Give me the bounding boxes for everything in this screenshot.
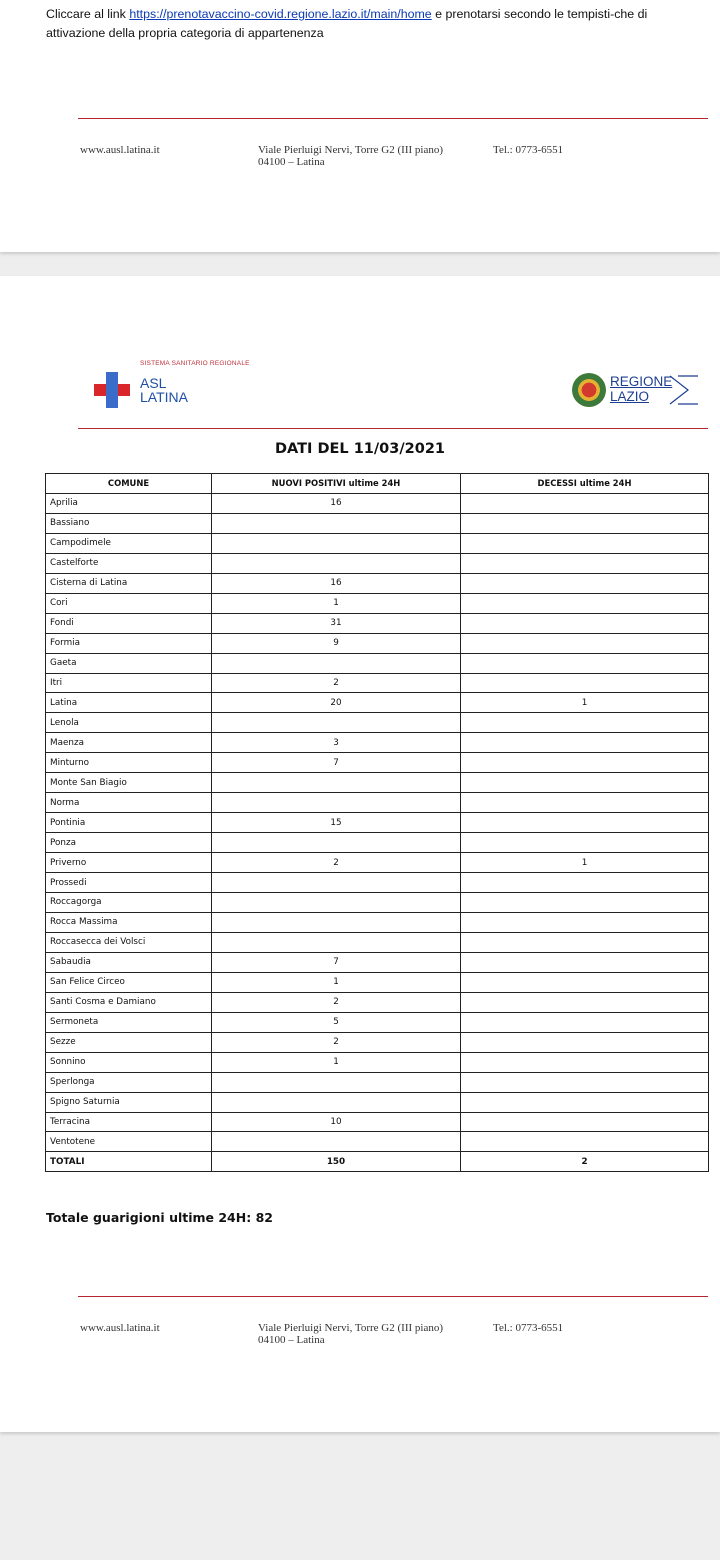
table-body (46, 493, 709, 1171)
decessi-cell (461, 813, 709, 833)
table-row (46, 932, 709, 952)
comune-cell: Sonnino (46, 1052, 212, 1072)
positivi-cell: 2 (212, 992, 461, 1012)
intro-paragraph (46, 5, 706, 43)
decessi-cell (461, 992, 709, 1012)
decessi-cell (461, 1132, 709, 1152)
decessi-cell (461, 893, 709, 913)
comune-cell: Formia (46, 633, 212, 653)
table-row (46, 972, 709, 992)
comune-cell: Aprilia (46, 493, 212, 513)
decessi-cell (461, 972, 709, 992)
comune-cell: Gaeta (46, 653, 212, 673)
medical-cross-icon (94, 372, 130, 408)
column-header-decessi: DECESSI ultime 24H (461, 474, 709, 494)
comune-cell: Cisterna di Latina (46, 573, 212, 593)
footer-address-line2: 04100 – Latina (258, 156, 325, 168)
comune-cell: Cori (46, 593, 212, 613)
positivi-cell (212, 932, 461, 952)
positivi-cell (212, 893, 461, 913)
footer-address-line1: Viale Pierluigi Nervi, Torre G2 (III piano) (258, 144, 444, 156)
decessi-cell (461, 673, 709, 693)
positivi-cell (212, 833, 461, 853)
intro-text-before: Cliccare al link (46, 7, 130, 21)
column-header-positivi: NUOVI POSITIVI ultime 24H (212, 474, 461, 494)
table-row (46, 733, 709, 753)
table-row (46, 853, 709, 873)
comune-cell: Sperlonga (46, 1072, 212, 1092)
table-row (46, 1012, 709, 1032)
footer-website: www.ausl.latina.it (80, 144, 160, 156)
column-header-comune: COMUNE (46, 474, 212, 494)
totals-positivi: 150 (212, 1152, 461, 1172)
decessi-cell (461, 1092, 709, 1112)
table-row (46, 533, 709, 553)
footer-address (258, 1322, 448, 1346)
table-row (46, 893, 709, 913)
positivi-cell: 3 (212, 733, 461, 753)
comune-cell: Bassiano (46, 513, 212, 533)
decessi-cell (461, 613, 709, 633)
table-row (46, 693, 709, 713)
footer-rule (78, 1296, 708, 1297)
document-page-1 (0, 0, 720, 252)
table-row (46, 613, 709, 633)
lazio-name-line2: LAZIO (610, 389, 650, 404)
comune-cell: Norma (46, 793, 212, 813)
positivi-cell (212, 713, 461, 733)
comune-cell: Minturno (46, 753, 212, 773)
positivi-cell: 5 (212, 1012, 461, 1032)
table-row (46, 952, 709, 972)
decessi-cell (461, 833, 709, 853)
footer-website: www.ausl.latina.it (80, 1322, 160, 1334)
comune-cell: Sezze (46, 1032, 212, 1052)
table-row (46, 773, 709, 793)
decessi-cell (461, 1012, 709, 1032)
decessi-cell: 1 (461, 693, 709, 713)
positivi-cell: 10 (212, 1112, 461, 1132)
positivi-cell (212, 1092, 461, 1112)
table-row (46, 833, 709, 853)
table-row (46, 753, 709, 773)
asl-name-line1: ASL (140, 375, 167, 391)
comune-cell: Monte San Biagio (46, 773, 212, 793)
positivi-cell: 15 (212, 813, 461, 833)
table-row (46, 673, 709, 693)
decessi-cell (461, 932, 709, 952)
comune-cell: Sabaudia (46, 952, 212, 972)
regione-lazio-logo (572, 372, 702, 412)
positivi-cell: 20 (212, 693, 461, 713)
decessi-cell (461, 912, 709, 932)
positivi-cell: 1 (212, 1052, 461, 1072)
decessi-cell (461, 873, 709, 893)
table-row (46, 793, 709, 813)
positivi-cell (212, 793, 461, 813)
comune-cell: Lenola (46, 713, 212, 733)
table-row (46, 593, 709, 613)
positivi-cell: 31 (212, 613, 461, 633)
positivi-cell (212, 513, 461, 533)
comune-cell: Rocca Massima (46, 912, 212, 932)
footer-phone: Tel.: 0773-6551 (493, 1322, 564, 1334)
document-page-2 (0, 276, 720, 1432)
asl-subtitle: SISTEMA SANITARIO REGIONALE (140, 360, 250, 367)
positivi-cell: 2 (212, 1032, 461, 1052)
table-row (46, 653, 709, 673)
lazio-name-line1: REGIONE (610, 374, 673, 389)
decessi-cell (461, 513, 709, 533)
comune-cell: Latina (46, 693, 212, 713)
comune-cell: Terracina (46, 1112, 212, 1132)
decessi-cell (461, 493, 709, 513)
intro-text-after: e prenotarsi secondo le tempisti-che di attivazione della propria categoria di appartenenza (46, 7, 648, 40)
asl-name (140, 376, 188, 404)
comune-cell: Spigno Saturnia (46, 1092, 212, 1112)
comune-cell: Sermoneta (46, 1012, 212, 1032)
lazio-name (610, 374, 672, 404)
decessi-cell (461, 653, 709, 673)
comune-cell: Prossedi (46, 873, 212, 893)
decessi-cell (461, 773, 709, 793)
totals-label: TOTALI (46, 1152, 212, 1172)
positivi-cell (212, 653, 461, 673)
positivi-cell (212, 553, 461, 573)
comune-cell: Itri (46, 673, 212, 693)
table-row (46, 1072, 709, 1092)
table-row (46, 493, 709, 513)
booking-link[interactable]: https://prenotavaccino-covid.regione.lazio.it/main/home (129, 7, 432, 21)
positivi-cell: 1 (212, 593, 461, 613)
asl-latina-logo (94, 360, 294, 420)
footer-address (258, 144, 448, 168)
table-row (46, 1092, 709, 1112)
comune-cell: Roccagorga (46, 893, 212, 913)
table-row (46, 992, 709, 1012)
positivi-cell (212, 873, 461, 893)
positivi-cell (212, 533, 461, 553)
decessi-cell (461, 793, 709, 813)
comune-cell: Maenza (46, 733, 212, 753)
asl-name-line2: LATINA (140, 389, 188, 405)
comune-cell: Priverno (46, 853, 212, 873)
footer-rule (78, 118, 708, 119)
report-title: DATI DEL 11/03/2021 (275, 441, 445, 457)
decessi-cell (461, 1072, 709, 1092)
recoveries-total: Totale guarigioni ultime 24H: 82 (46, 1210, 273, 1225)
decessi-cell (461, 593, 709, 613)
totals-row (46, 1152, 709, 1172)
table-header-row (46, 474, 709, 494)
table-row (46, 912, 709, 932)
table-row (46, 633, 709, 653)
positivi-cell: 2 (212, 673, 461, 693)
decessi-cell (461, 1052, 709, 1072)
footer-address-line2: 04100 – Latina (258, 1334, 325, 1346)
positivi-cell: 16 (212, 493, 461, 513)
positivi-cell (212, 773, 461, 793)
comune-cell: Fondi (46, 613, 212, 633)
comune-cell: Castelforte (46, 553, 212, 573)
table-row (46, 1032, 709, 1052)
footer-phone: Tel.: 0773-6551 (493, 144, 564, 156)
decessi-cell (461, 733, 709, 753)
table-row (46, 1132, 709, 1152)
decessi-cell (461, 533, 709, 553)
positivi-cell (212, 1072, 461, 1092)
table-row (46, 573, 709, 593)
positivi-cell (212, 912, 461, 932)
table-row (46, 1112, 709, 1132)
table-row (46, 1052, 709, 1072)
decessi-cell (461, 713, 709, 733)
positivi-cell: 7 (212, 753, 461, 773)
comune-cell: Roccasecca dei Volsci (46, 932, 212, 952)
decessi-cell (461, 553, 709, 573)
lazio-seal-icon (572, 373, 606, 407)
header-rule (78, 428, 708, 429)
decessi-cell (461, 573, 709, 593)
positivi-cell: 9 (212, 633, 461, 653)
positives-table (45, 473, 709, 1172)
decessi-cell (461, 1112, 709, 1132)
totals-decessi: 2 (461, 1152, 709, 1172)
table-row (46, 553, 709, 573)
table-row (46, 813, 709, 833)
comune-cell: Santi Cosma e Damiano (46, 992, 212, 1012)
comune-cell: Ventotene (46, 1132, 212, 1152)
comune-cell: Pontinia (46, 813, 212, 833)
table-row (46, 513, 709, 533)
table-row (46, 713, 709, 733)
decessi-cell (461, 1032, 709, 1052)
decessi-cell: 1 (461, 853, 709, 873)
positivi-cell: 16 (212, 573, 461, 593)
decessi-cell (461, 952, 709, 972)
positivi-cell: 1 (212, 972, 461, 992)
positivi-cell (212, 1132, 461, 1152)
positivi-cell: 7 (212, 952, 461, 972)
footer-address-line1: Viale Pierluigi Nervi, Torre G2 (III piano) (258, 1322, 444, 1334)
comune-cell: San Felice Circeo (46, 972, 212, 992)
decessi-cell (461, 753, 709, 773)
comune-cell: Campodimele (46, 533, 212, 553)
positivi-cell: 2 (212, 853, 461, 873)
lazio-chevron-icon (668, 372, 702, 408)
decessi-cell (461, 633, 709, 653)
comune-cell: Ponza (46, 833, 212, 853)
table-row (46, 873, 709, 893)
